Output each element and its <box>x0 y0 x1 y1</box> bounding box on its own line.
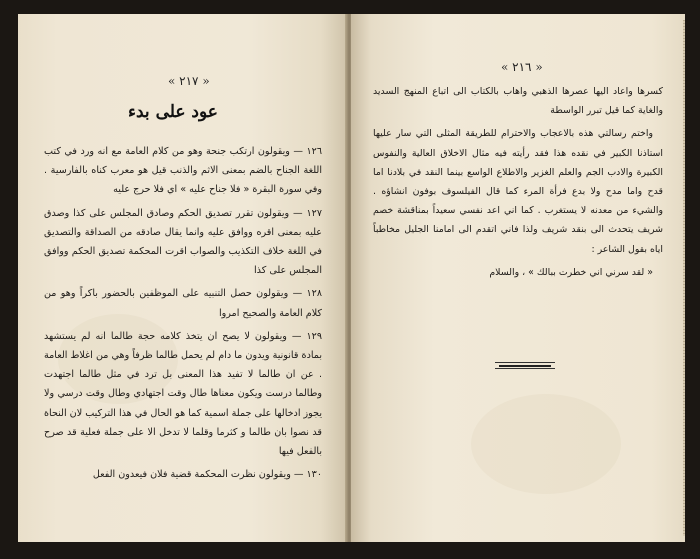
paragraph: واختم رسالتي هذه بالاعجاب والاحترام للطريقة المثلى التي سار عليها استاذنا الكبير في نقده هذا فقد رأيته فيه مثال الاخلاق العالية والنفوس الكبيرة والادب الجم والعلم الغزير والاطلاع الواسع بينما النقد في بلادنا اما قدح واما مدح ولا بدع فرأة المرء كما قال الفيلسوف بوفون انشاؤه . والشيء من معدنه لا يستغرب . كما اني اعد نفسي سعيداً بمناقشة خصم شريف يتحدث الى بنقد شريف ولذا فاني اتقدم الى امامنا الجليل مخاطباً اياه بقول الشاعر : <box>373 128 663 255</box>
right-page <box>351 14 685 542</box>
section-heading: عود على بدء <box>128 102 218 122</box>
entry-129: ١٢٩ — ويقولون لا يصح ان يتخذ كلامه حجة طالما انه لم يستشهد بمادة قانونية ويدون ما دام لم يحمل طالما ظرفاً وهي من اغلاط العامة . عن ان طالما لا تفيد هذا المعنى بل ترد في مثل طالما اجتهدت وطالما درست ويكون معناها طال وقت اجتهادي وطال وقت درسي ولا يجوز ادخالها على جملة اسمية كما هو الحال في هذا التركيب لان النحاة قد نصوا بان طالما و كثرما وقلما لا تدخل الا على جملة فعلية قد صرح بالفعل فيها <box>44 330 322 458</box>
paragraph: كسرها واعاد اليها عصرها الذهبي واهاب بالكتاب الى اتباع المنهج السديد والغاية كما قيل تبرر الواسطة <box>373 86 663 117</box>
entry-126: ١٢٦ — ويقولون ارتكب جنحة وهو من كلام العامة مع انه ورد في كتب اللغة الجناح بالضم بمعنى الاثم والذنب قيل هو معرب كناه بالفارسية . وفي سورة البقرة « فلا جناح عليه » اي فلا حرج عليه <box>44 146 322 196</box>
page-number: « ٢١٧ » <box>168 74 210 88</box>
divider-rule <box>499 365 551 367</box>
divider-rule <box>495 368 555 369</box>
page-body <box>373 82 663 282</box>
divider-rule <box>495 362 555 363</box>
page-edges <box>683 20 685 536</box>
open-book-spread <box>18 14 685 542</box>
closing-line: « لقد سرني اني خطرت ببالك » ، والسلام <box>489 266 653 278</box>
entry-128: ١٢٨ — ويقولون حصل التنبيه على الموظفين بالحضور باكراً وهو من كلام العامة والصحيح امروا <box>44 288 322 319</box>
paper-stain <box>471 394 621 494</box>
entry-127: ١٢٧ — ويقولون تقرر تصديق الحكم وصادق المجلس على كذا وصدق عليه بمعنى اقره ووافق عليه وانما يقال صادقه من الصداقة والتصديق في اللغة خلاف التكذيب والصواب اقرت المحكمة تصديق الحكم ووافق المجلس على كذا <box>44 207 322 277</box>
section-divider <box>495 362 555 368</box>
page-number: « ٢١٦ » <box>501 60 543 74</box>
left-page <box>18 14 347 542</box>
page-body <box>44 142 322 488</box>
entry-130: ١٣٠ — ويقولون نظرت المحكمة قضية فلان فيعدون الفعل <box>92 469 322 481</box>
